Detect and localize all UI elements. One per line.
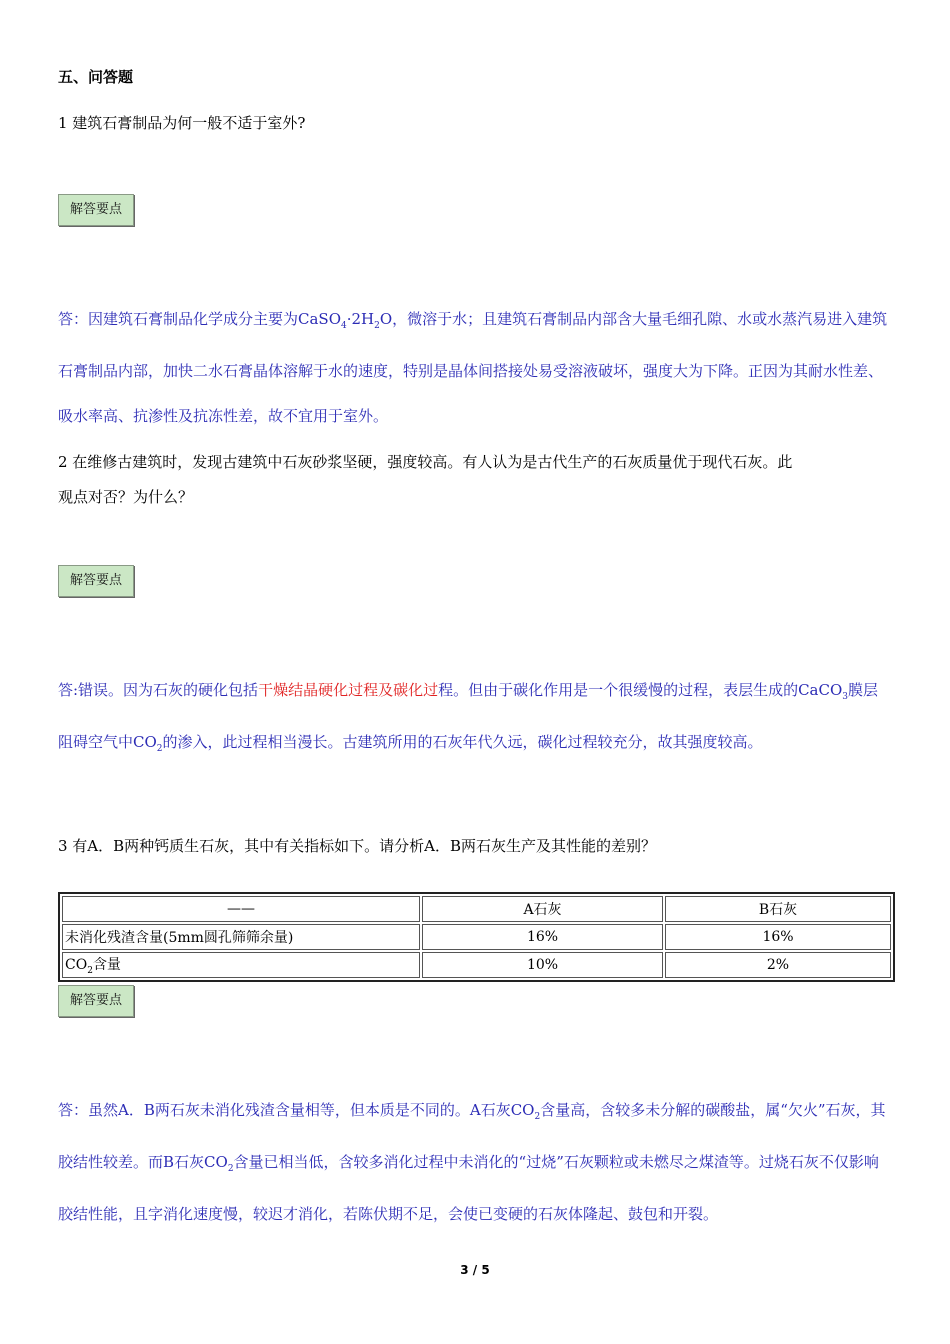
answer-2: 答:错误。因为石灰的硬化包括干燥结晶硬化过程及碳化过程。但由于碳化作用是一个很缓慢的过程，表层生成的CaCO$_3$膜层阻碍空气中$CO_2$的渗入，此过程相当漫长。古建筑所用的石灰年代久远，碳化过程较充分，故其强度较高。 [58,681,879,754]
question-3: 3 有A．B两种钙质生石灰，其中有关指标如下。请分析A．B两石灰生产及其性能的差别？ [58,837,657,855]
highlighted-text: 干燥结晶硬化过程及碳化过 [258,681,439,699]
answer-key-button-3[interactable]: 解答要点 [58,985,134,1017]
table-header-cell: A石灰 [422,896,663,922]
table-header-cell: —— [62,896,420,922]
table-cell: 16% [422,924,663,950]
answer-1: 答：因建筑石膏制品化学成分主要为$CaSO_4\cdot 2H_2O$，微溶于水；且建筑石膏制品内部含大量毛细孔隙、水或水蒸汽易进入建筑石膏制品内部，加快二水石膏晶体溶解于水的速度，特别是晶体间搭接处易受溶液破坏，强度大为下降。正因为其耐水性差、吸水率高、抗渗性及抗冻性差，故不宜用于室外。 [58,310,888,425]
table-cell: 2% [665,952,891,978]
table-header-row [62,896,891,922]
table-cell: 未消化残渣含量(5mm圆孔筛筛余量) [62,924,420,950]
question-2-line-2: 观点对否？为什么？ [58,488,194,506]
lime-index-table [58,892,895,982]
table-row [62,924,891,950]
section-title: 五、问答题 [58,68,134,86]
answer-3: 答：虽然A．B两石灰未消化残渣含量相等，但本质是不同的。A石灰$CO_2$含量高，含较多未分解的碳酸盐，属“欠火”石灰，其胶结性较差。而B石灰$CO_2$含量已相当低，含较多消化过程中未消化的“过烧”石灰颗粒或未燃尽之煤渣等。过烧石灰不仅影响胶结性能，且字消化速度慢，较迟才消化，若陈伏期不足，会使已变硬的石灰体隆起、鼓包和开裂。 [58,1101,886,1223]
answer-key-button-1[interactable]: 解答要点 [58,194,134,226]
page-number: 3 / 5 [460,1263,490,1277]
question-1: 1 建筑石膏制品为何一般不适于室外? [58,114,306,132]
table-cell: $CO_2$含量 [62,952,420,978]
table-header-cell: B石灰 [665,896,891,922]
question-2 [58,440,893,520]
question-2-line-1: 2 在维修古建筑时，发现古建筑中石灰砂浆坚硬，强度较高。有人认为是古代生产的石灰质量优于现代石灰。此 [58,453,793,471]
answer-key-button-2[interactable]: 解答要点 [58,565,134,597]
table-row [62,952,891,978]
table-cell: 16% [665,924,891,950]
table-cell: 10% [422,952,663,978]
